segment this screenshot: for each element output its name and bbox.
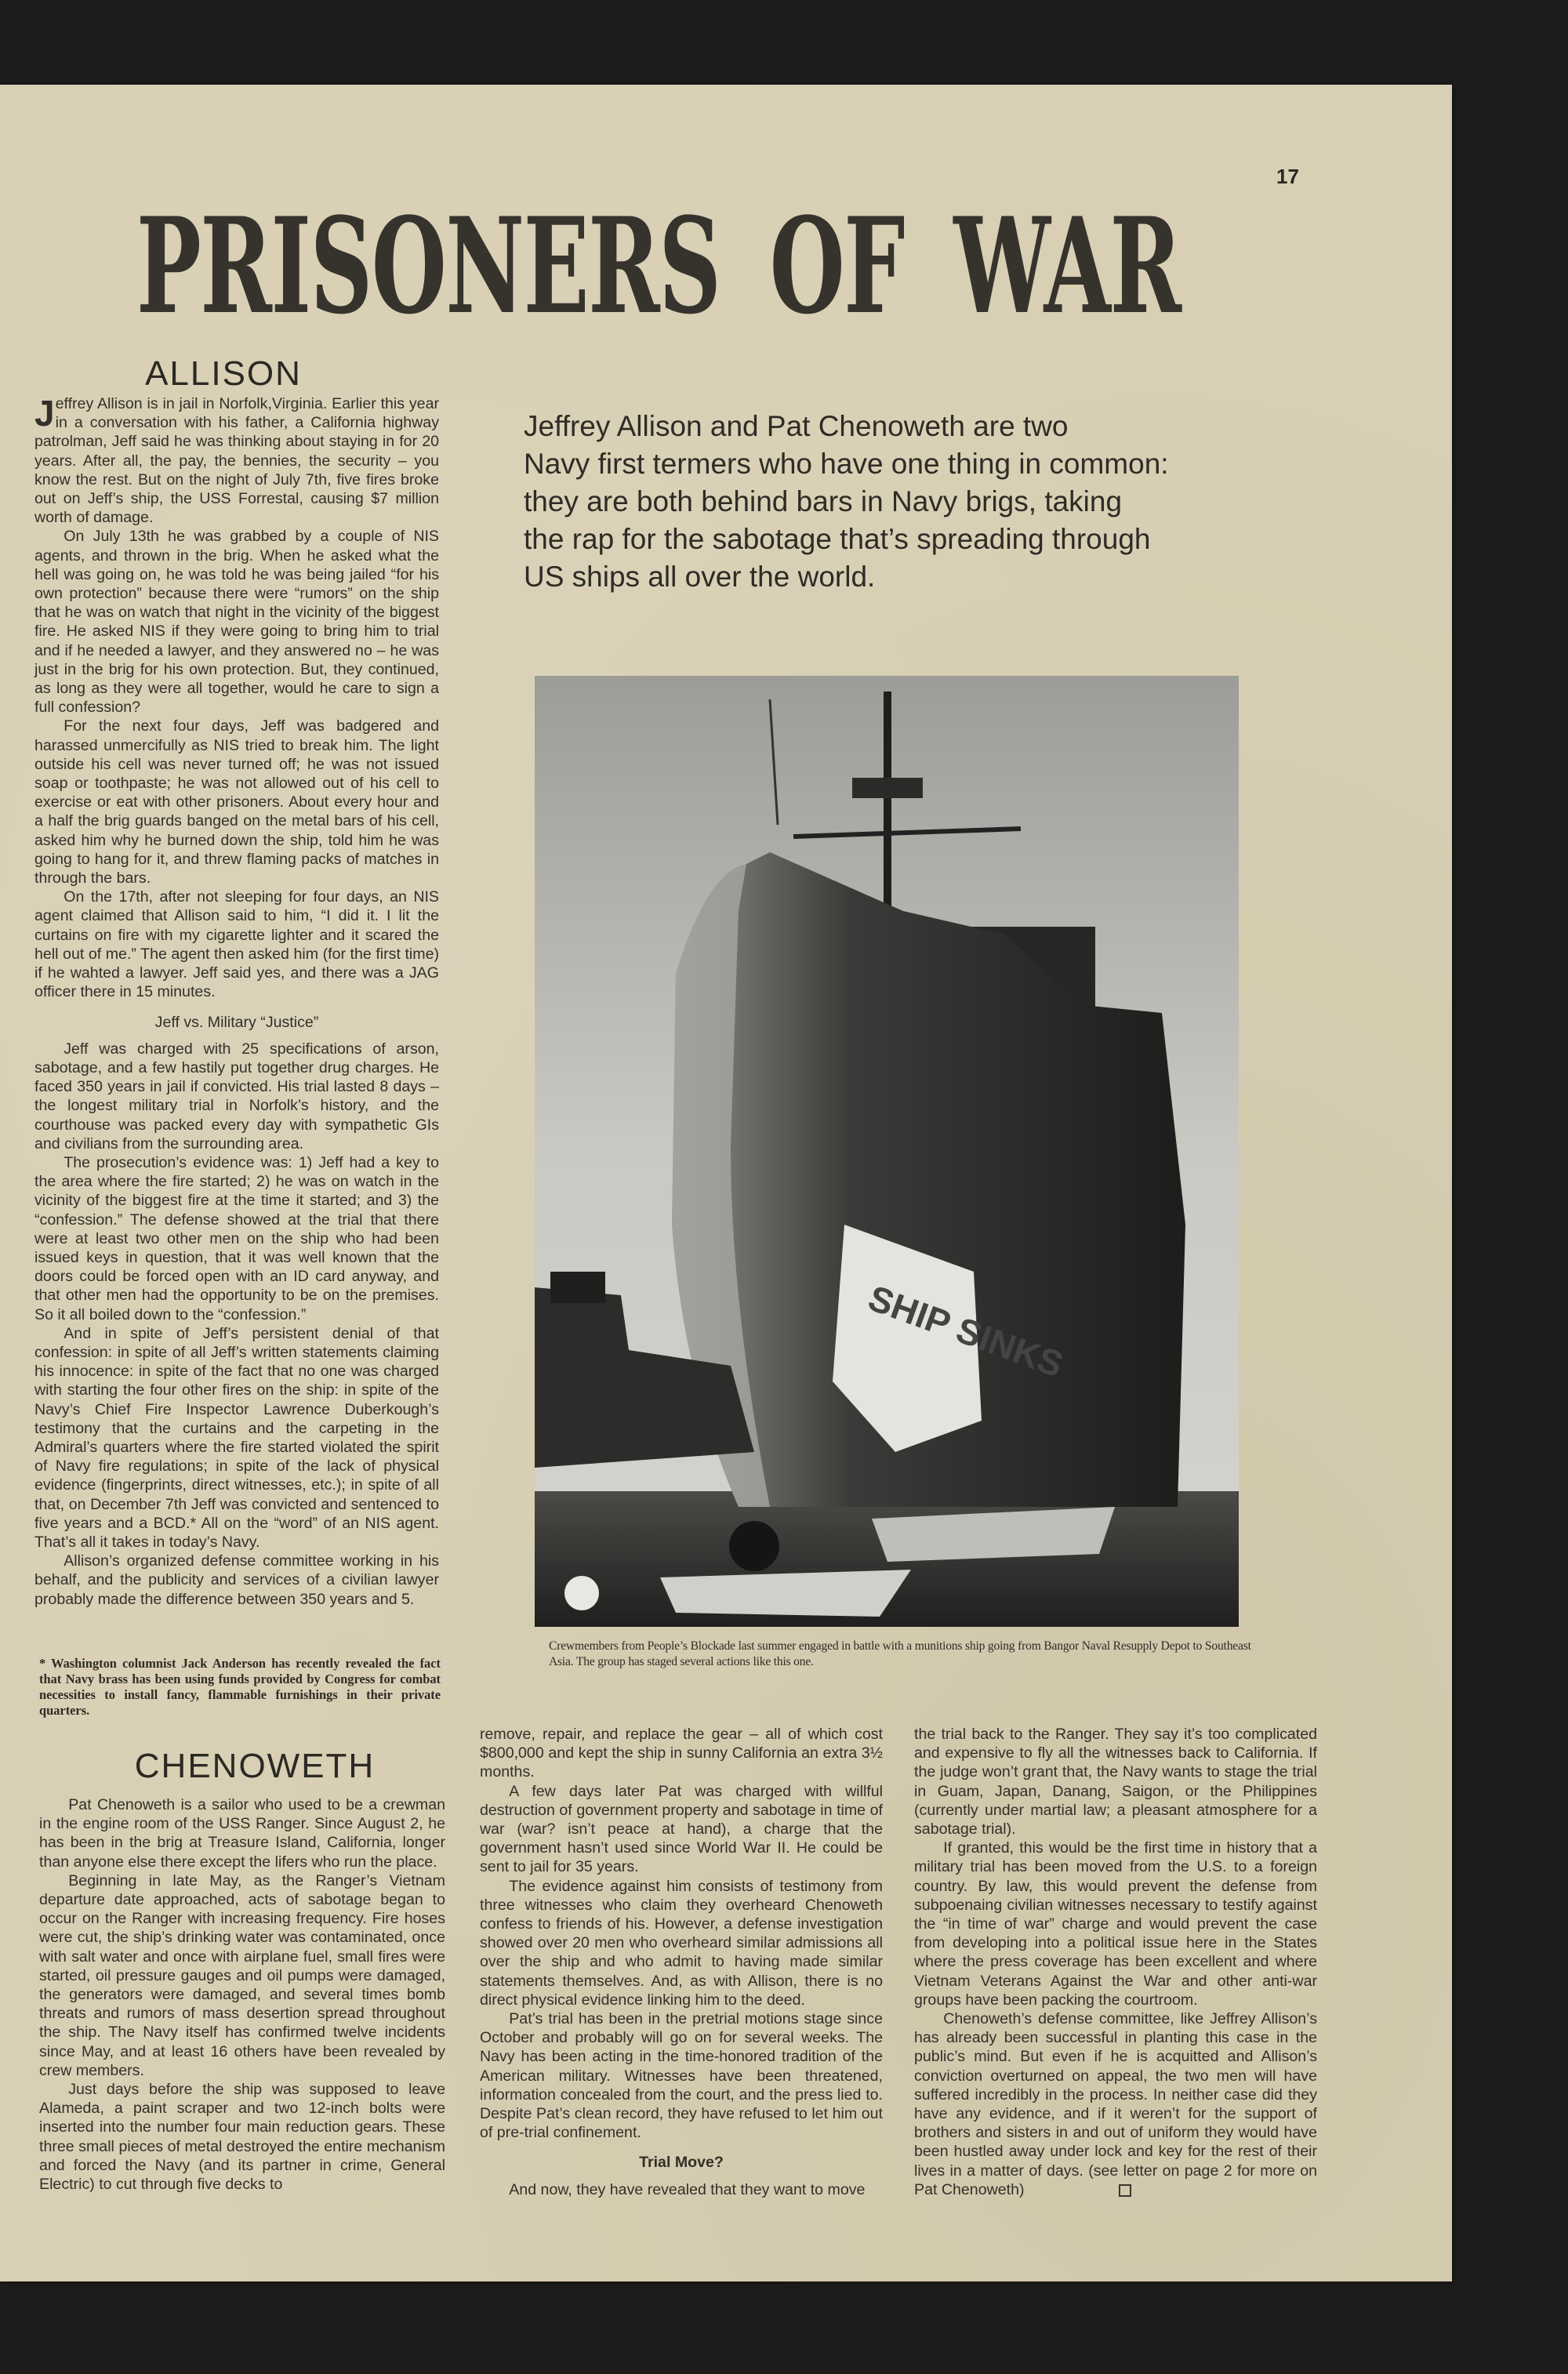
allison-article [34, 394, 439, 1609]
paragraph: If granted, this would be the first time in history that a military trial has been moved from the U.S. to a foreign country. By law, this would prevent the defense from subpoenaing civilian witnesses necessary to testify against the “in time of war” charge and would prevent the case from developing into a political issue here in the States where the press coverage has been excellent and where Vietnam Veterans Against the War and other anti-war groups have been packing the courtroom. [914, 1839, 1317, 2009]
allison-heading: ALLISON [145, 354, 302, 393]
chenoweth-column-3 [914, 1725, 1317, 2199]
page-title: PRISONERS OF WAR [136, 188, 1181, 343]
pull-quote-line: US ships all over the world. [524, 561, 876, 593]
paragraph: On the 17th, after not sleeping for four days, an NIS agent claimed that Allison said to him, “I did it. I lit the curtains on fire with my cigarette lighter and it scared the hell out of me.” The agent then asked him (for the first time) if he wahted a lawyer. Jeff said yes, and there was a JAG officer there in 15 minutes. [34, 888, 439, 1001]
chenoweth-column-2-continued [480, 2180, 883, 2199]
paragraph: Jeff was charged with 25 specifications of arson, sabotage, and a few hastily put together drug charges. He faced 350 years in jail if convicted. His trial lasted 8 days – the longest military trial in Norfolk’s history, and the courthouse was packed every day with sympathetic GIs and civilians from the surrounding area. [34, 1040, 439, 1153]
paragraph: the trial back to the Ranger. They say it’s too complicated and expensive to fly all the witnesses back to California. If the judge won’t grant that, the Navy wants to stage the trial in Guam, Japan, Danang, Saigon, or the Philippines (currently under martial law; a pleasant atmosphere for a sabotage trial). [914, 1726, 1317, 1839]
paragraph: Chenoweth’s defense committee, like Jeffrey Allison’s has already been successful in planting this case in the public’s mind. But even if he is acquitted and Allison’s conviction overturned on appeal, the two men will have suffered incredibly in the process. In neither case did they have any evidence, and if it weren’t for the support of brothers and sisters in and out of uniform they would have been hustled away under lock and key for the rest of their lives in a matter of days. (see letter on page 2 for more on Pat Chenoweth) [914, 2010, 1317, 2198]
paragraph: And now, they have revealed that they want to move [509, 2180, 866, 2198]
drop-cap: J [34, 393, 55, 434]
paragraph: Pat’s trial has been in the pretrial motions stage since October and probably will go on for several weeks. The Navy has been acting in the time-honored tradition of the American military. Witnesses have been threatened, information concealed from the court, and the press lied to. Despite Pat’s clean record, they have refused to let him out of pre-trial confinement. [480, 2010, 883, 2142]
chenoweth-heading: CHENOWETH [134, 1747, 376, 1785]
paragraph: The prosecution’s evidence was: 1) Jeff had a key to the area where the fire started; 2) he was on watch in the vicinity of the biggest fire at the time it started; and 3) the “confession.” The defense showed at the trial that there were at least two other men on the ship who had been issued keys in question, that it was well known that the doors could be forced open with an ID card anyway, and that other men had the opportunity to be on the premises. So it all boiled down to the “confession.” [34, 1153, 439, 1323]
paragraph: Beginning in late May, as the Ranger’s Vietnam departure date approached, acts of sabotage began to occur on the Ranger with increasing frequency. Fire hoses were cut, the ship’s drinking water was contaminated, once with salt water and once with airplane fuel, small fires were started, oil pressure gauges and oil pumps were damaged, the generators were damaged, and several times bomb threats and rumors of mass desertion spread throughout the ship. The Navy itself has confirmed twelve incidents since May, and at least 16 others have been revealed by crew members. [39, 1871, 445, 2079]
photo-caption: Crewmembers from People’s Blockade last summer engaged in battle with a munitions ship going from Bangor Naval Resupply Depot to Southeast Asia. The group has staged several actions like this one. [549, 1639, 1251, 1668]
ship-photo [535, 676, 1239, 1627]
chenoweth-column-2-paragraphs [480, 1725, 883, 2142]
paragraph [34, 394, 439, 527]
paragraph: And in spite of Jeff’s persistent denial of that confession: in spite of all Jeff’s written statements claiming his innocence: in spite of the fact that no one was charged with starting the four other fires on the ship: in spite of the Navy’s Chief Fire Inspector Lawrence Duberkough’s testimony that the curtains and the carpeting in the Admiral’s quarters where the fire started violated the spirit of Navy fire regulations; in spite of the lack of physical evidence (fingerprints, direct witnesses, etc.); in spite of all that, on December 7th Jeff was convicted and sentenced to five years and a BCD.* All on the “word” of an NIS agent. That’s all it takes in today’s Navy. [34, 1324, 439, 1551]
paragraph: On July 13th he was grabbed by a couple of NIS agents, and thrown in the brig. When he asked what the hell was going on, he was told he was being jailed “for his own protection” because there were “rumors” on the ship that he was on watch that night in the vicinity of the biggest fire. He asked NIS if they were going to bring him to trial and if he needed a lawyer, and they answered no – he was just in the brig for his own protection. But, they continued, as long as they were all together, would he care to sign a full confession? [34, 528, 439, 717]
paragraph: Allison’s organized defense committee working in his behalf, and the publicity and services of a civilian lawyer probably made the difference between 350 years and 5. [34, 1552, 439, 1608]
ship-photo-image [535, 676, 1239, 1627]
paragraph: remove, repair, and replace the gear – all of which cost $800,000 and kept the ship in sunny California an extra 3½ months. [480, 1726, 883, 1781]
paragraph: The evidence against him consists of testimony from three witnesses who claim they overheard Chenoweth confess to friends of his. However, a defense investigation showed over 20 men who overheard similar admissions all over the ship and who admit to having made similar statements themselves. And, as with Allison, there is no direct physical evidence linking him to the deed. [480, 1877, 883, 2009]
paragraph: For the next four days, Jeff was badgered and harassed unmercifully as NIS tried to break him. The light outside his cell was never turned off; he was not issued soap or toothpaste; he was not allowed out of his cell to exercise or eat with other prisoners. About every hour and a half the brig guards banged on the metal bars of his cell, asked him why he burned down the ship, told him he was going to hang for it, and threw flaming packs of matches in through the bars. [34, 717, 439, 888]
chenoweth-column-1 [39, 1795, 445, 2194]
allison-subhead: Jeff vs. Military “Justice” [154, 1013, 319, 1031]
allison-footnote: * Washington columnist Jack Anderson has recently revealed the fact that Navy brass has been using funds provided by Congress for combat necessities to install fancy, flammable furnishings in their private quarters. [39, 1656, 441, 1718]
end-mark-icon [1119, 2184, 1131, 2197]
pull-quote-line: Navy first termers who have one thing in common: [524, 448, 1169, 480]
chenoweth-subhead: Trial Move? [639, 2154, 724, 2172]
paragraph-text: effrey Allison is in jail in Norfolk,Virginia. Earlier this year in a conversation with his father, a California highway patrolman, Jeff said he was thinking about staying in for 20 years. After all, the pay, the bennies, the security – you know the rest. But on the night of July 7th, five fires broke out on Jeff’s ship, the USS Forrestal, causing $7 million worth of damage. [34, 395, 439, 527]
pull-quote [524, 408, 1316, 596]
allison-paragraphs-a [34, 394, 439, 1002]
banner-text: SHIP SINKS [862, 1276, 1069, 1385]
paragraph: Pat Chenoweth is a sailor who used to be a crewman in the engine room of the USS Ranger. Since August 2, he has been in the brig at Treasure Island, California, longer than anyone else there except the lifers who run the place. [39, 1796, 445, 1871]
allison-paragraphs-b [34, 1040, 439, 1609]
chenoweth-column-2 [480, 1725, 883, 2199]
pull-quote-line: the rap for the sabotage that’s spreading through [524, 523, 1151, 555]
paragraph: Just days before the ship was supposed to leave Alameda, a paint scraper and two 12-inch bolts were inserted into the number four main reduction gears. These three small pieces of metal destroyed the entire mechanism and forced the Navy (and its partner in crime, General Electric) to cut through five decks to [39, 2081, 445, 2194]
pull-quote-line: Jeffrey Allison and Pat Chenoweth are two [524, 410, 1069, 442]
paragraph: A few days later Pat was charged with willful destruction of government property and sabotage in time of war (war? isn’t peace at hand), a charge that the government hasn’t used since World War II. He could be sent to jail for 35 years. [480, 1782, 883, 1876]
page-number: 17 [1276, 165, 1299, 188]
pull-quote-line: they are both behind bars in Navy brigs, taking [524, 485, 1123, 517]
